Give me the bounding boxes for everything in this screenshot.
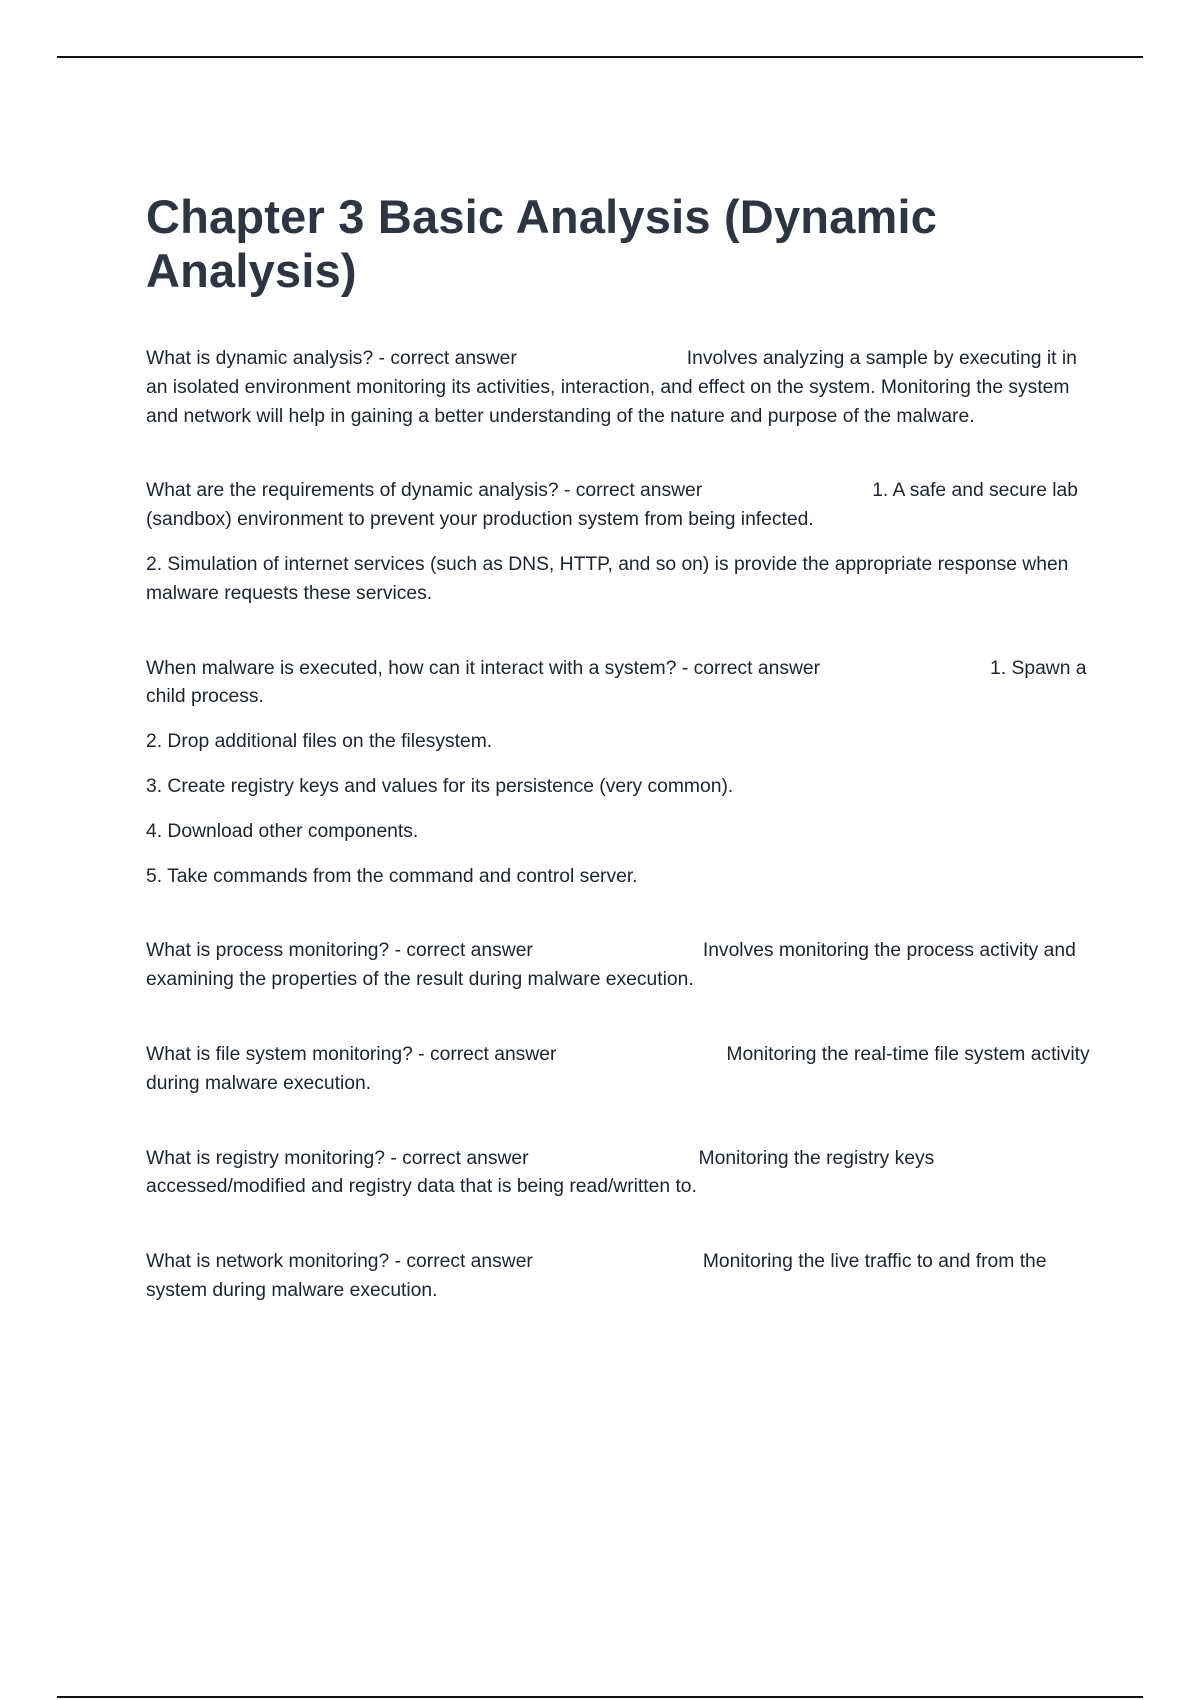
- question-text: What is registry monitoring?: [146, 1147, 385, 1169]
- answer-separator: - correct answer: [378, 348, 517, 369]
- qa-first-paragraph: [146, 1248, 1096, 1306]
- page-content: [146, 190, 1096, 1352]
- qa-item: [146, 1248, 1096, 1306]
- top-rule: [57, 56, 1143, 58]
- answer-text: 4. Download other components.: [146, 820, 419, 842]
- question-text: What is network monitoring?: [146, 1251, 390, 1273]
- answer-separator: - correct answer: [418, 1043, 557, 1065]
- answer-text: Monitoring the live traffic to and from the system during malware execution.: [146, 1251, 1047, 1301]
- answer-text: Involves monitoring the process activity and examining the properties of the result during malware execution.: [146, 940, 1076, 991]
- qa-item: [146, 937, 1096, 995]
- qa-first-paragraph: [146, 655, 1096, 713]
- answer-text: 2. Drop additional files on the filesystem.: [146, 731, 493, 753]
- qa-item: [146, 345, 1096, 431]
- answer-separator: - correct answer: [681, 657, 821, 679]
- question-text: What is file system monitoring?: [146, 1043, 413, 1065]
- answer-separator: - correct answer: [394, 940, 533, 962]
- question-text: What are the requirements of dynamic analysis?: [146, 480, 559, 502]
- answer-text: 1. A safe and secure lab (sandbox) environment to prevent your production system from being infected.: [146, 480, 1079, 531]
- qa-list: [146, 345, 1096, 1306]
- answer-text: Monitoring the real-time file system activity during malware execution.: [146, 1043, 1090, 1094]
- answer-separator: - correct answer: [394, 1251, 533, 1273]
- question-text: What is process monitoring?: [146, 940, 390, 962]
- answer-paragraph: [146, 863, 1096, 892]
- answer-text: 2. Simulation of internet services (such as DNS, HTTP, and so on) is provide the appropriate response when malware requests these services.: [146, 553, 1069, 604]
- qa-first-paragraph: [146, 1041, 1096, 1099]
- answer-text: 5. Take commands from the command and control server.: [146, 865, 638, 887]
- document-title: Chapter 3 Basic Analysis (Dynamic Analysis): [146, 190, 938, 297]
- answer-text: 3. Create registry keys and values for its persistence (very common).: [146, 775, 734, 797]
- answer-separator: - correct answer: [563, 480, 703, 502]
- qa-item: [146, 1145, 1096, 1203]
- qa-first-paragraph: [146, 345, 1096, 431]
- qa-item: [146, 477, 1096, 608]
- bottom-rule: [57, 1696, 1143, 1698]
- question-text: When malware is executed, how can it interact with a system?: [146, 657, 677, 679]
- answer-paragraph: [146, 818, 1096, 847]
- answer-text: Involves analyzing a sample by executing it in an isolated environment monitoring its activities, interaction, and effect on the system. Monitoring the system and network will help in gaining a better understanding of the nature and purpose of the malware.: [146, 348, 1077, 427]
- answer-paragraph: [146, 728, 1096, 757]
- qa-item: [146, 1041, 1096, 1099]
- answer-separator: - correct answer: [390, 1147, 529, 1169]
- qa-first-paragraph: [146, 937, 1096, 995]
- answer-paragraph: [146, 551, 1096, 609]
- answer-text: 1. Spawn a child process.: [146, 657, 1087, 708]
- qa-first-paragraph: [146, 477, 1096, 535]
- answer-text: Monitoring the registry keys accessed/modified and registry data that is being read/written to.: [146, 1147, 935, 1198]
- answer-paragraph: [146, 773, 1096, 802]
- question-text: What is dynamic analysis?: [146, 348, 374, 369]
- qa-item: [146, 655, 1096, 892]
- qa-first-paragraph: [146, 1145, 1096, 1203]
